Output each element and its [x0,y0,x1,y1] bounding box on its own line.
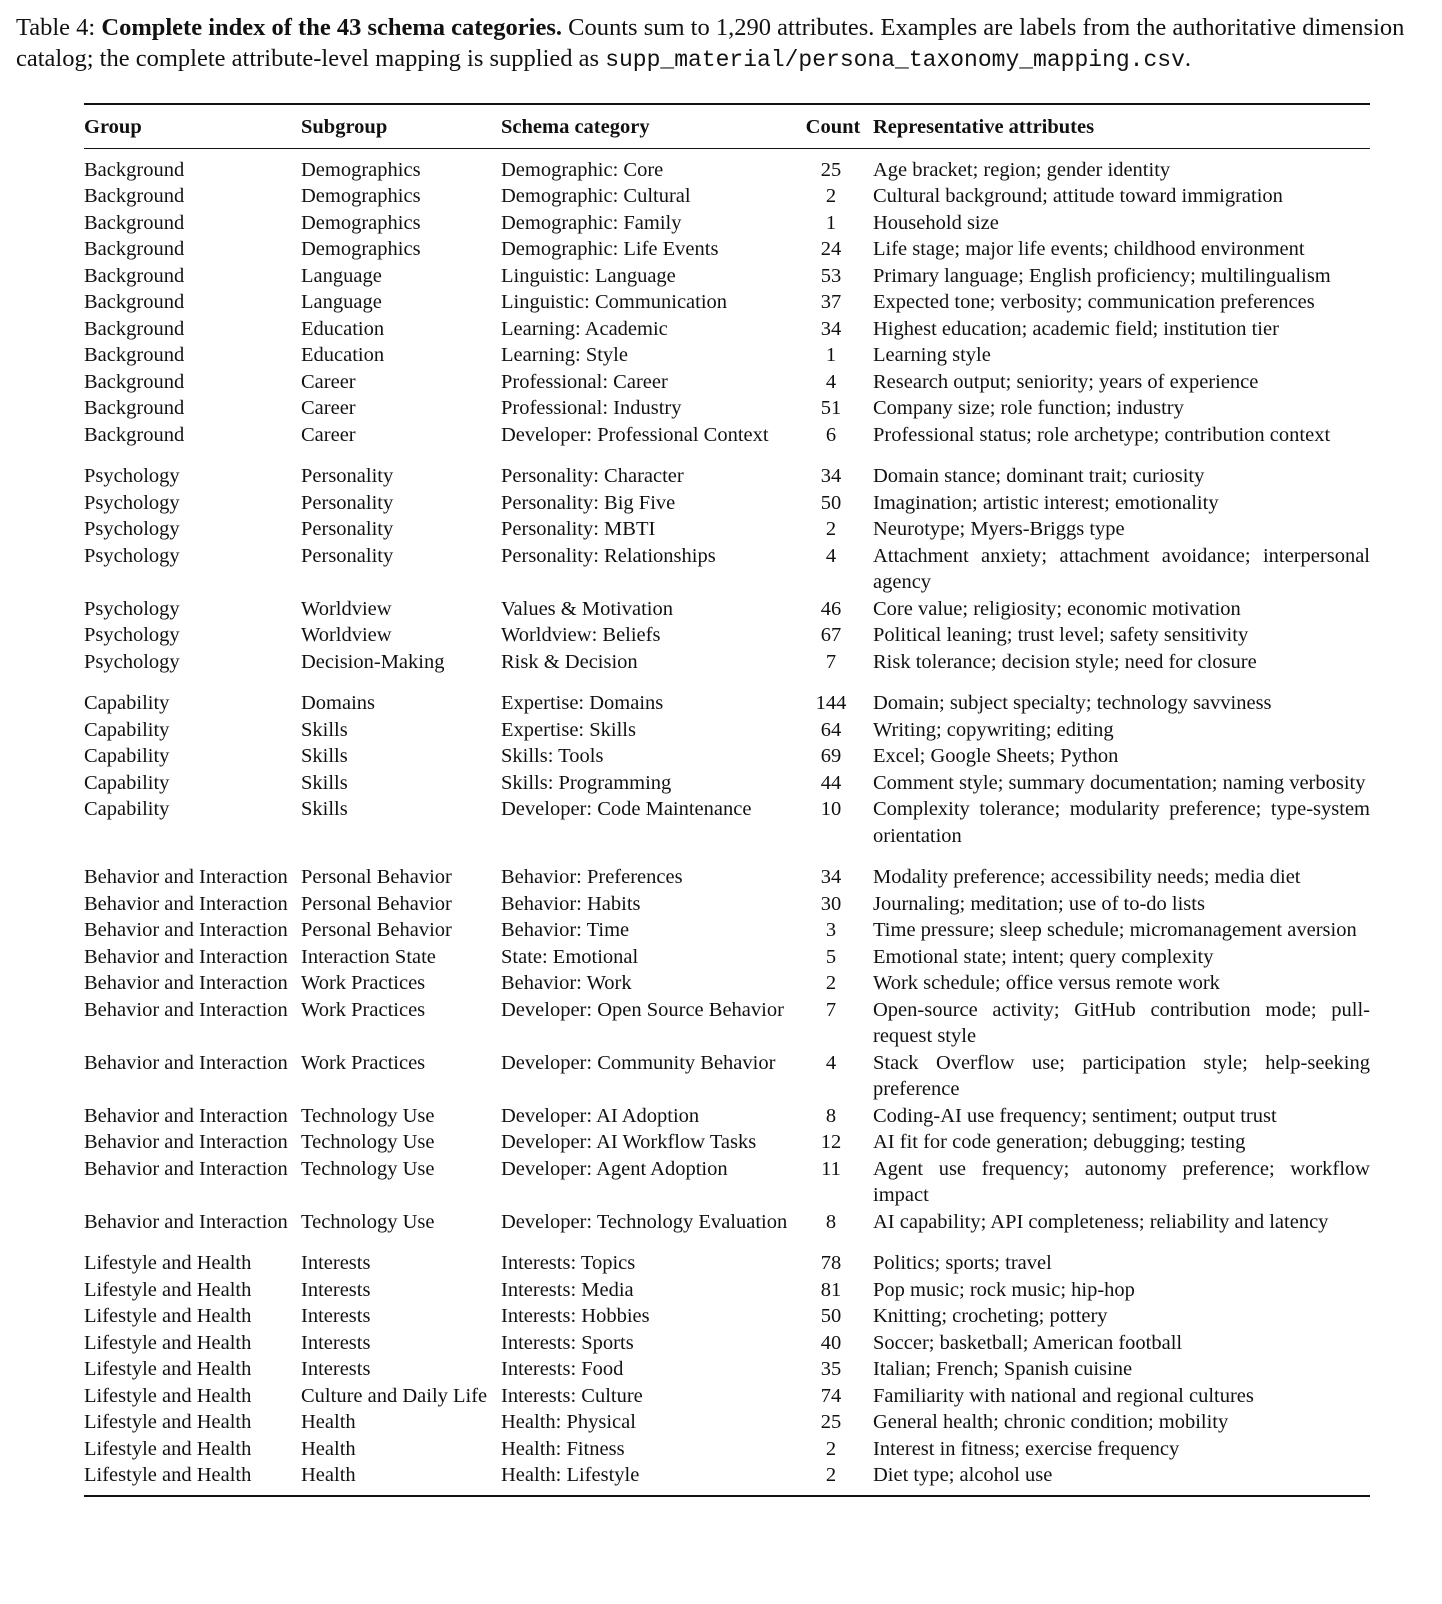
cell-count: 7 [825,650,837,673]
cell-schema-category: Linguistic: Language [501,264,676,287]
table-row [84,1129,1370,1156]
cell-schema-category: Learning: Academic [501,317,668,340]
cell-subgroup: Work Practices [301,972,426,994]
cell-subgroup: Interests [301,1331,371,1354]
cell-group: Behavior and Interaction [84,1051,288,1074]
table-row [84,717,1370,744]
table-row [84,1356,1370,1383]
cell-attributes: Highest education; academic field; institution tier [873,317,1279,340]
cell-group: Behavior and Interaction [84,1157,288,1180]
cell-attributes: Agent use frequency; autonomy preference; workflow impact [873,1157,1370,1206]
table-row [84,236,1370,263]
cell-count: 34 [820,866,842,888]
schema-table [84,103,1370,1497]
cell-group: Behavior and Interaction [84,998,288,1021]
cell-schema-category: Personality: MBTI [501,518,656,540]
cell-schema-category: Developer: Professional Context [501,423,769,446]
cell-group: Background [84,344,185,366]
section-gap [84,1235,1370,1250]
cell-subgroup: Interests [301,1278,371,1301]
cell-schema-category: Skills: Programming [501,771,672,794]
cell-count: 11 [821,1157,841,1180]
cell-attributes: Work schedule; office versus remote work [873,972,1220,994]
cell-count: 44 [820,771,842,794]
cell-subgroup: Worldview [301,597,392,620]
cell-schema-category: Demographic: Cultural [501,185,691,207]
cell-count: 34 [820,465,842,487]
cell-subgroup: Technology Use [301,1131,435,1153]
cell-count: 2 [825,972,837,994]
cell-group: Psychology [84,491,180,514]
table-row [84,183,1370,210]
cell-group: Psychology [84,544,180,567]
cell-group: Capability [84,798,170,820]
cell-subgroup: Education [301,317,385,340]
cell-schema-category: Developer: AI Adoption [501,1104,700,1127]
caption-path: supp_material/persona_taxonomy_mapping.csv [605,47,1185,73]
cell-subgroup: Interests [301,1358,371,1380]
cell-schema-category: Personality: Character [501,465,684,487]
cell-count: 46 [820,597,842,620]
cell-subgroup: Demographics [301,211,421,234]
cell-schema-category: Professional: Career [501,370,668,393]
cell-count: 30 [820,892,842,915]
cell-count: 50 [820,1305,842,1327]
table-row [84,1462,1370,1495]
cell-subgroup: Language [301,264,382,287]
cell-group: Lifestyle and Health [84,1384,252,1407]
cell-schema-category: Demographic: Core [501,158,664,181]
cell-group: Psychology [84,597,180,620]
cell-subgroup: Personal Behavior [301,892,452,915]
cell-schema-category: Worldview: Beliefs [501,624,661,646]
cell-subgroup: Culture and Daily Life [301,1384,488,1407]
caption-bold: Complete index of the 43 schema categories. [101,14,563,41]
cell-schema-category: Interests: Culture [501,1384,643,1407]
table-row [84,1277,1370,1304]
cell-attributes: Excel; Google Sheets; Python [873,745,1119,767]
table-row [84,1050,1370,1103]
cell-subgroup: Personality [301,544,394,567]
cell-attributes: AI fit for code generation; debugging; testing [873,1131,1246,1153]
table-row [84,1383,1370,1410]
table-row [84,516,1370,543]
cell-attributes: Domain stance; dominant trait; curiosity [873,465,1205,487]
table-row [84,369,1370,396]
header-count: Count [805,116,861,138]
bottom-rule [84,1495,1370,1497]
table-row [84,1209,1370,1236]
cell-group: Background [84,211,185,234]
table-row [84,289,1370,316]
cell-schema-category: Learning: Style [501,344,628,366]
cell-attributes: Learning style [873,344,991,366]
cell-count: 25 [820,1411,842,1433]
cell-count: 37 [820,291,842,313]
cell-subgroup: Technology Use [301,1104,435,1127]
cell-count: 1 [825,344,837,366]
cell-attributes: Cultural background; attitude toward immigration [873,185,1283,207]
cell-count: 25 [820,158,842,181]
cell-subgroup: Interests [301,1305,371,1327]
cell-count: 4 [825,544,837,567]
cell-attributes: Journaling; meditation; use of to-do lists [873,892,1205,915]
table-row [84,743,1370,770]
table-row [84,210,1370,237]
cell-attributes: Time pressure; sleep schedule; micromanagement aversion [873,919,1357,941]
cell-schema-category: Developer: Technology Evaluation [501,1210,788,1233]
cell-subgroup: Skills [301,771,348,794]
cell-count: 35 [820,1358,842,1380]
section-gap [84,849,1370,864]
cell-subgroup: Health [301,1411,356,1433]
table-caption [16,12,1426,76]
cell-subgroup: Interests [301,1252,371,1274]
cell-count: 2 [825,1437,837,1460]
table-row [84,690,1370,717]
cell-schema-category: Behavior: Time [501,919,630,941]
table-row [84,490,1370,517]
cell-subgroup: Personal Behavior [301,866,452,888]
cell-group: Capability [84,745,170,767]
cell-group: Lifestyle and Health [84,1305,252,1327]
cell-count: 53 [820,264,842,287]
cell-attributes: Knitting; crocheting; pottery [873,1305,1108,1327]
cell-group: Psychology [84,518,180,540]
cell-attributes: Attachment anxiety; attachment avoidance; interpersonal agency [873,544,1370,593]
header-representative-attributes: Representative attributes [873,116,1095,138]
caption-label: Table 4: [16,14,96,41]
cell-count: 74 [820,1384,842,1407]
cell-group: Psychology [84,624,180,646]
cell-subgroup: Technology Use [301,1210,435,1233]
table-row [84,422,1370,449]
cell-subgroup: Health [301,1464,356,1486]
cell-schema-category: Interests: Food [501,1358,624,1380]
cell-schema-category: Developer: Agent Adoption [501,1157,728,1180]
cell-subgroup: Career [301,423,356,446]
header-row [84,105,1370,148]
cell-group: Background [84,370,185,393]
cell-subgroup: Skills [301,718,348,741]
cell-count: 2 [825,518,837,540]
cell-attributes: Age bracket; region; gender identity [873,158,1171,181]
cell-schema-category: Expertise: Skills [501,718,636,741]
index-table [84,105,1370,1495]
cell-attributes: Research output; seniority; years of experience [873,370,1259,393]
cell-schema-category: Behavior: Work [501,972,632,994]
cell-attributes: Modality preference; accessibility needs; media diet [873,866,1301,888]
cell-schema-category: Demographic: Family [501,211,682,234]
cell-attributes: Diet type; alcohol use [873,1464,1053,1486]
cell-schema-category: Health: Lifestyle [501,1464,640,1486]
cell-count: 10 [820,798,842,820]
cell-group: Background [84,291,185,313]
table-row [84,770,1370,797]
cell-attributes: Primary language; English proficiency; multilingualism [873,264,1331,287]
cell-attributes: Soccer; basketball; American football [873,1331,1183,1354]
cell-attributes: Domain; subject specialty; technology savviness [873,692,1272,714]
cell-schema-category: Health: Fitness [501,1437,625,1460]
cell-count: 2 [825,1464,837,1486]
cell-schema-category: Interests: Hobbies [501,1305,650,1327]
cell-schema-category: Health: Physical [501,1411,636,1433]
cell-schema-category: Developer: Code Maintenance [501,798,752,820]
cell-group: Behavior and Interaction [84,892,288,915]
cell-subgroup: Demographics [301,185,421,207]
caption-end: . [1184,45,1192,72]
cell-schema-category: Risk & Decision [501,650,638,673]
cell-group: Lifestyle and Health [84,1437,252,1460]
cell-attributes: Life stage; major life events; childhood environment [873,238,1305,260]
cell-attributes: Neurotype; Myers-Briggs type [873,518,1125,540]
cell-subgroup: Interaction State [301,945,436,968]
cell-count: 144 [815,692,847,714]
cell-attributes: Risk tolerance; decision style; need for closure [873,650,1257,673]
cell-subgroup: Demographics [301,238,421,260]
cell-schema-category: Values & Motivation [501,597,673,620]
cell-attributes: Core value; religiosity; economic motivation [873,597,1241,620]
cell-subgroup: Personal Behavior [301,919,452,941]
cell-schema-category: Interests: Media [501,1278,634,1301]
cell-attributes: Politics; sports; travel [873,1252,1052,1274]
cell-count: 1 [825,211,837,234]
table-row [84,1409,1370,1436]
cell-count: 34 [820,317,842,340]
cell-attributes: Familiarity with national and regional cultures [873,1384,1254,1407]
table-row [84,596,1370,623]
cell-attributes: Political leaning; trust level; safety sensitivity [873,624,1249,646]
cell-count: 12 [820,1131,842,1153]
cell-count: 24 [820,238,842,260]
cell-subgroup: Career [301,370,356,393]
cell-count: 50 [820,491,842,514]
cell-count: 8 [825,1210,837,1233]
cell-subgroup: Domains [301,692,376,714]
table-row [84,149,1370,184]
table-row [84,263,1370,290]
table-row [84,316,1370,343]
cell-attributes: Interest in fitness; exercise frequency [873,1437,1180,1460]
cell-count: 8 [825,1104,837,1127]
table-row [84,543,1370,596]
cell-group: Behavior and Interaction [84,1210,288,1233]
cell-attributes: Emotional state; intent; query complexity [873,945,1214,968]
cell-schema-category: Professional: Industry [501,397,682,419]
table-row [84,796,1370,849]
cell-attributes: General health; chronic condition; mobility [873,1411,1229,1433]
section-gap [84,448,1370,463]
cell-subgroup: Demographics [301,158,421,181]
cell-schema-category: Developer: Community Behavior [501,1051,776,1074]
cell-count: 51 [820,397,842,419]
header-subgroup: Subgroup [301,116,388,138]
cell-count: 3 [825,919,837,941]
cell-group: Background [84,397,185,419]
cell-schema-category: Developer: AI Workflow Tasks [501,1131,757,1153]
cell-group: Capability [84,692,170,714]
cell-attributes: Imagination; artistic interest; emotionality [873,491,1219,514]
cell-count: 2 [825,185,837,207]
cell-subgroup: Decision-Making [301,650,445,673]
cell-schema-category: State: Emotional [501,945,639,968]
cell-schema-category: Demographic: Life Events [501,238,719,260]
cell-schema-category: Skills: Tools [501,745,604,767]
cell-attributes: AI capability; API completeness; reliability and latency [873,1210,1329,1233]
cell-subgroup: Skills [301,798,348,820]
cell-attributes: Company size; role function; industry [873,397,1184,419]
table-row [84,864,1370,891]
cell-count: 64 [820,718,842,741]
cell-subgroup: Personality [301,518,394,540]
cell-count: 5 [825,945,837,968]
cell-group: Background [84,238,185,260]
table-body [84,149,1370,1495]
cell-group: Behavior and Interaction [84,866,288,888]
cell-count: 4 [825,370,837,393]
cell-attributes: Household size [873,211,999,234]
table-row [84,649,1370,676]
cell-attributes: Stack Overflow use; participation style; help-seeking preference [873,1051,1370,1100]
cell-subgroup: Worldview [301,624,392,646]
section-gap [84,675,1370,690]
cell-count: 6 [825,423,837,446]
table-row [84,1330,1370,1357]
cell-count: 81 [820,1278,842,1301]
cell-attributes: Comment style; summary documentation; naming verbosity [873,771,1366,794]
table-row [84,463,1370,490]
cell-subgroup: Career [301,397,356,419]
table-row [84,1156,1370,1209]
table-row [84,944,1370,971]
cell-subgroup: Personality [301,491,394,514]
cell-group: Lifestyle and Health [84,1411,252,1433]
cell-attributes: Complexity tolerance; modularity preference; type-system orientation [873,798,1370,847]
table-row [84,1303,1370,1330]
table-header [84,105,1370,149]
cell-group: Background [84,185,185,207]
cell-count: 78 [820,1252,842,1274]
cell-group: Lifestyle and Health [84,1252,252,1274]
cell-attributes: Writing; copywriting; editing [873,718,1114,741]
table-row [84,1250,1370,1277]
cell-group: Behavior and Interaction [84,919,288,941]
cell-group: Background [84,264,185,287]
cell-schema-category: Personality: Relationships [501,544,716,567]
cell-count: 7 [825,998,837,1021]
cell-count: 40 [820,1331,842,1354]
table-row [84,891,1370,918]
cell-group: Behavior and Interaction [84,1131,288,1153]
cell-group: Behavior and Interaction [84,1104,288,1127]
cell-schema-category: Expertise: Domains [501,692,664,714]
cell-subgroup: Language [301,291,382,313]
cell-group: Capability [84,771,170,794]
cell-subgroup: Work Practices [301,998,426,1021]
cell-count: 67 [820,624,842,646]
cell-schema-category: Behavior: Habits [501,892,641,915]
cell-attributes: Italian; French; Spanish cuisine [873,1358,1133,1380]
cell-group: Behavior and Interaction [84,945,288,968]
cell-schema-category: Interests: Topics [501,1252,636,1274]
table-row [84,1103,1370,1130]
cell-schema-category: Interests: Sports [501,1331,634,1354]
cell-subgroup: Health [301,1437,356,1460]
table-row [84,997,1370,1050]
cell-group: Psychology [84,650,180,673]
cell-attributes: Expected tone; verbosity; communication preferences [873,291,1315,313]
cell-schema-category: Personality: Big Five [501,491,676,514]
cell-count: 4 [825,1051,837,1074]
cell-attributes: Pop music; rock music; hip-hop [873,1278,1135,1301]
cell-subgroup: Work Practices [301,1051,426,1074]
cell-attributes: Open-source activity; GitHub contribution mode; pull-request style [873,998,1370,1047]
cell-group: Background [84,423,185,446]
table-row [84,970,1370,997]
table-row [84,1436,1370,1463]
cell-group: Lifestyle and Health [84,1278,252,1301]
caption-text: Counts sum to 1,290 attributes. Examples are labels from the authoritative dimension catalog; the complete attribute-level mapping is supplied as [16,14,1405,72]
table-row [84,395,1370,422]
cell-attributes: Coding-AI use frequency; sentiment; output trust [873,1104,1277,1127]
cell-count: 69 [820,745,842,767]
table-row [84,622,1370,649]
cell-attributes: Professional status; role archetype; contribution context [873,423,1331,446]
cell-group: Lifestyle and Health [84,1358,252,1380]
cell-group: Lifestyle and Health [84,1464,252,1486]
cell-schema-category: Linguistic: Communication [501,291,728,313]
header-schema-category: Schema category [501,116,650,138]
cell-subgroup: Skills [301,745,348,767]
cell-group: Background [84,158,185,181]
cell-schema-category: Behavior: Preferences [501,866,683,888]
table-row [84,342,1370,369]
cell-subgroup: Personality [301,465,394,487]
cell-group: Psychology [84,465,180,487]
cell-group: Background [84,317,185,340]
cell-group: Capability [84,718,170,741]
header-group: Group [84,116,142,138]
cell-subgroup: Education [301,344,385,366]
cell-schema-category: Developer: Open Source Behavior [501,998,784,1021]
cell-subgroup: Technology Use [301,1157,435,1180]
table-row [84,917,1370,944]
cell-group: Lifestyle and Health [84,1331,252,1354]
cell-group: Behavior and Interaction [84,972,288,994]
